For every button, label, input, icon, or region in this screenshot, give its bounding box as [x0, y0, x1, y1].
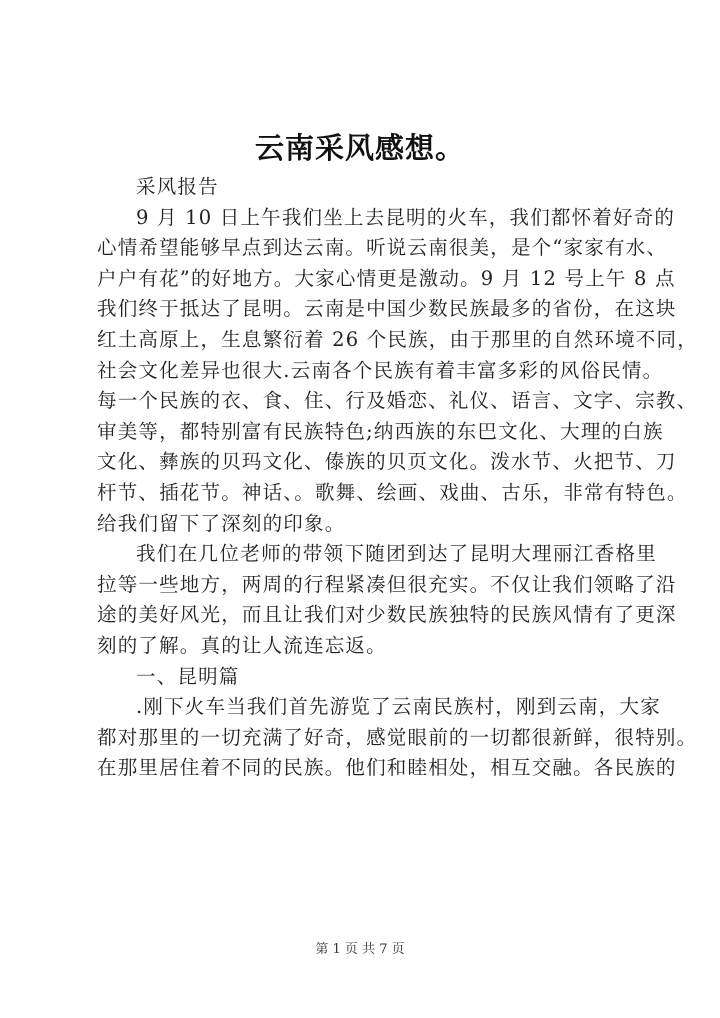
- paragraph-line: .刚下火车当我们首先游览了云南民族村，刚到云南，大家: [136, 695, 661, 719]
- paragraph-line: 给我们留下了深刻的印象。: [97, 511, 346, 535]
- paragraph-line: 拉等一些地方，两周的行程紧凑但很充实。不仅让我们领略了沿: [97, 572, 677, 596]
- paragraph-3: [97, 692, 698, 784]
- paragraph-line: 我们终于抵达了昆明。云南是中国少数民族最多的省份，在这块: [97, 297, 677, 321]
- paragraph-line: 杆节、插花节。神话、。歌舞、绘画、戏曲、古乐，非常有特色。: [97, 480, 688, 504]
- section-heading-text: 一、昆明篇: [136, 664, 240, 688]
- paragraph-line: 都对那里的一切充满了好奇，感觉眼前的一切都很新鲜，很特别。: [97, 725, 698, 749]
- paragraph-line: 红土高原上，生息繁衍着 26 个民族，由于那里的自然环境不同，: [97, 327, 698, 351]
- paragraph-line: 9 月 10 日上午我们坐上去昆明的火车，我们都怀着好奇的: [136, 205, 676, 229]
- paragraph-1: [97, 203, 698, 540]
- document-body: [97, 172, 698, 784]
- paragraph-line: 户户有花”的好地方。大家心情更是激动。9 月 12 号上午 8 点: [97, 266, 676, 290]
- paragraph-2: [97, 539, 677, 661]
- page-footer: 第 1 页 共 7 页: [315, 942, 405, 957]
- document-title: 云南采风感想。: [254, 131, 465, 165]
- paragraph-line: 在那里居住着不同的民族。他们和睦相处，相互交融。各民族的: [97, 756, 677, 780]
- paragraph-line: 审美等，都特别富有民族特色;纳西族的东巴文化、大理的白族: [97, 419, 664, 443]
- paragraph-line: 社会文化差异也很大.云南各个民族有着丰富多彩的风俗民情。: [97, 358, 664, 382]
- paragraph-line: 文化、彝族的贝玛文化、傣族的贝页文化。泼水节、火把节、刀: [97, 450, 677, 474]
- paragraph-line: 心情希望能够早点到达云南。听说云南很美，是个“家家有水、: [97, 236, 668, 260]
- paragraph-line: 每一个民族的衣、食、住、行及婚恋、礼仪、语言、文字、宗教、: [97, 389, 698, 413]
- paragraph-line: 刻的了解。真的让人流连忘返。: [97, 633, 387, 657]
- paragraph-line: 我们在几位老师的带领下随团到达了昆明大理丽江香格里: [136, 542, 657, 566]
- paragraph-line: 途的美好风光，而且让我们对少数民族独特的民族风情有了更深: [97, 603, 677, 627]
- document-subtitle: 采风报告: [136, 175, 219, 198]
- section-heading: [97, 662, 657, 693]
